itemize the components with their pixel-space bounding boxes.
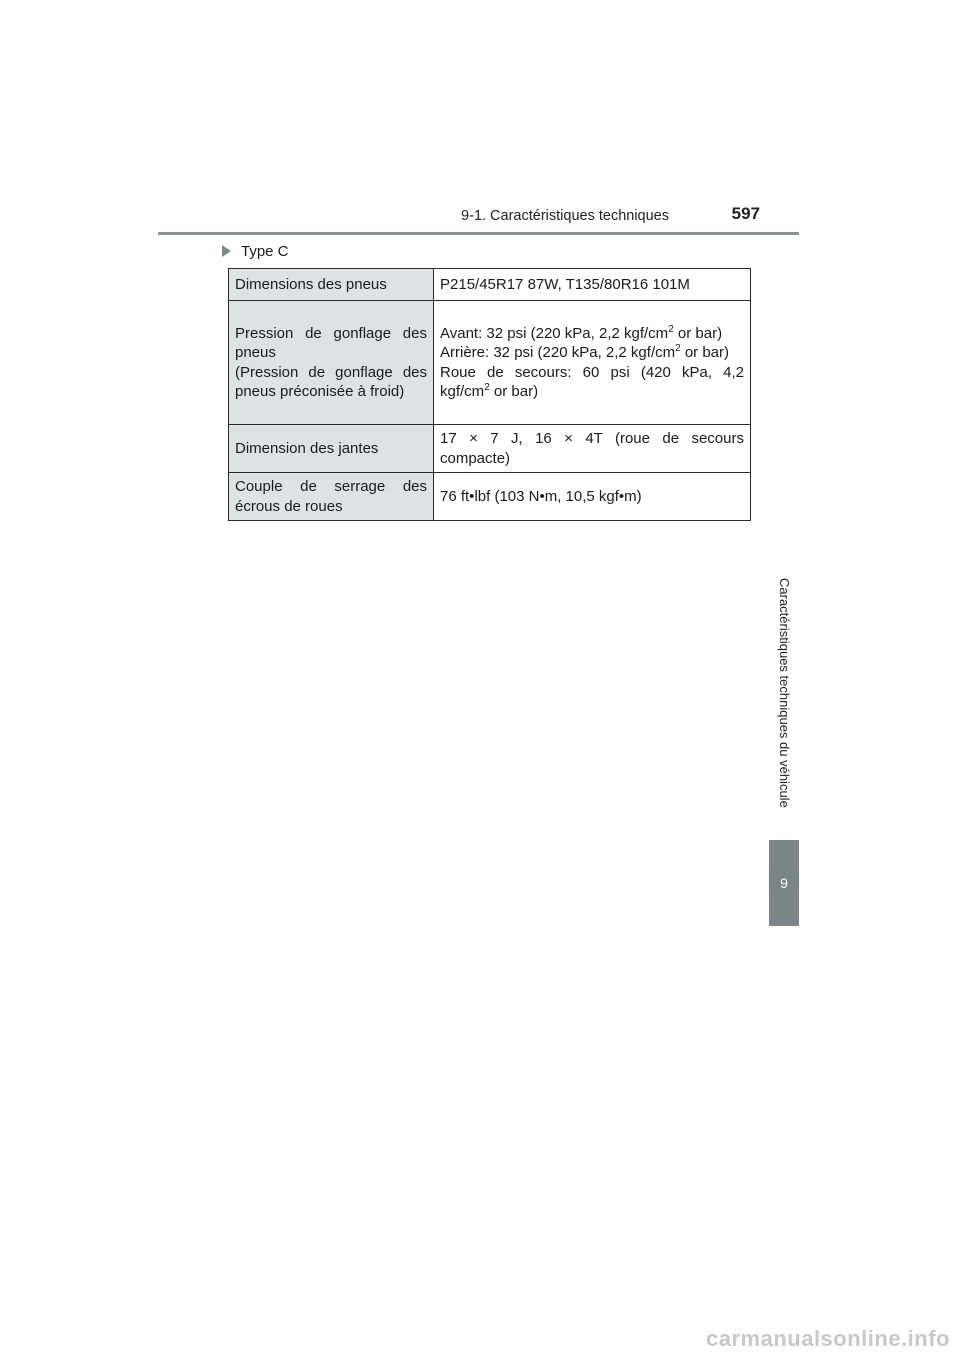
row-label-text: Pression de gonflage des pneus bbox=[235, 324, 427, 361]
row-value bbox=[434, 269, 751, 301]
superscript: 2 bbox=[675, 343, 681, 354]
row-value bbox=[434, 301, 751, 425]
type-heading bbox=[222, 243, 289, 260]
type-heading-text: Type C bbox=[241, 243, 289, 260]
value-text: or bar) bbox=[489, 383, 539, 400]
chapter-number: 9 bbox=[780, 875, 788, 891]
row-label bbox=[229, 269, 434, 301]
table-row bbox=[229, 269, 751, 301]
row-value bbox=[434, 425, 751, 473]
pressure-spare bbox=[440, 363, 744, 402]
row-label-text: Dimension des jantes bbox=[235, 439, 379, 457]
row-label-text: Dimensions des pneus bbox=[235, 275, 387, 293]
page-number: 597 bbox=[731, 204, 760, 223]
row-value-text: 76 ft•lbf (103 N•m, 10,5 kgf•m) bbox=[440, 487, 642, 505]
row-value-text: 17 × 7 J, 16 × 4T (roue de secours compacte) bbox=[440, 430, 744, 467]
section-title: 9-1. Caractéristiques techniques bbox=[461, 208, 669, 224]
row-label bbox=[229, 301, 434, 425]
pressure-rear bbox=[440, 343, 744, 363]
row-label bbox=[229, 473, 434, 521]
row-label bbox=[229, 425, 434, 473]
table-row bbox=[229, 301, 751, 425]
watermark: carmanualsonline.info bbox=[706, 1326, 950, 1351]
chapter-side-text: Caractéristiques techniques du véhicule bbox=[777, 578, 792, 808]
row-label-text: Couple de serrage des écrous de roues bbox=[235, 478, 427, 515]
row-value bbox=[434, 473, 751, 521]
superscript: 2 bbox=[484, 382, 490, 393]
value-text: or bar) bbox=[680, 344, 730, 361]
table-row bbox=[229, 473, 751, 521]
value-text: Roue de secours: 60 psi (420 kPa, 4,2 kgf/cm bbox=[440, 363, 744, 400]
header-rule bbox=[158, 232, 799, 235]
row-label-text: (Pression de gonflage des pneus préconisée à froid) bbox=[235, 363, 427, 400]
spec-table bbox=[228, 268, 751, 521]
chapter-tab bbox=[769, 840, 799, 926]
chapter-side-label bbox=[774, 578, 794, 838]
table-row bbox=[229, 425, 751, 473]
pressure-front bbox=[440, 324, 744, 344]
value-text: Arrière: 32 psi (220 kPa, 2,2 kgf/cm bbox=[440, 344, 676, 361]
superscript: 2 bbox=[668, 323, 674, 335]
value-text: Avant: 32 psi (220 kPa, 2,2 kgf/cm bbox=[440, 324, 669, 342]
triangle-bullet-icon bbox=[222, 245, 231, 257]
value-text: or bar) bbox=[673, 324, 723, 342]
row-value-text: P215/45R17 87W, T135/80R16 101M bbox=[440, 275, 690, 293]
